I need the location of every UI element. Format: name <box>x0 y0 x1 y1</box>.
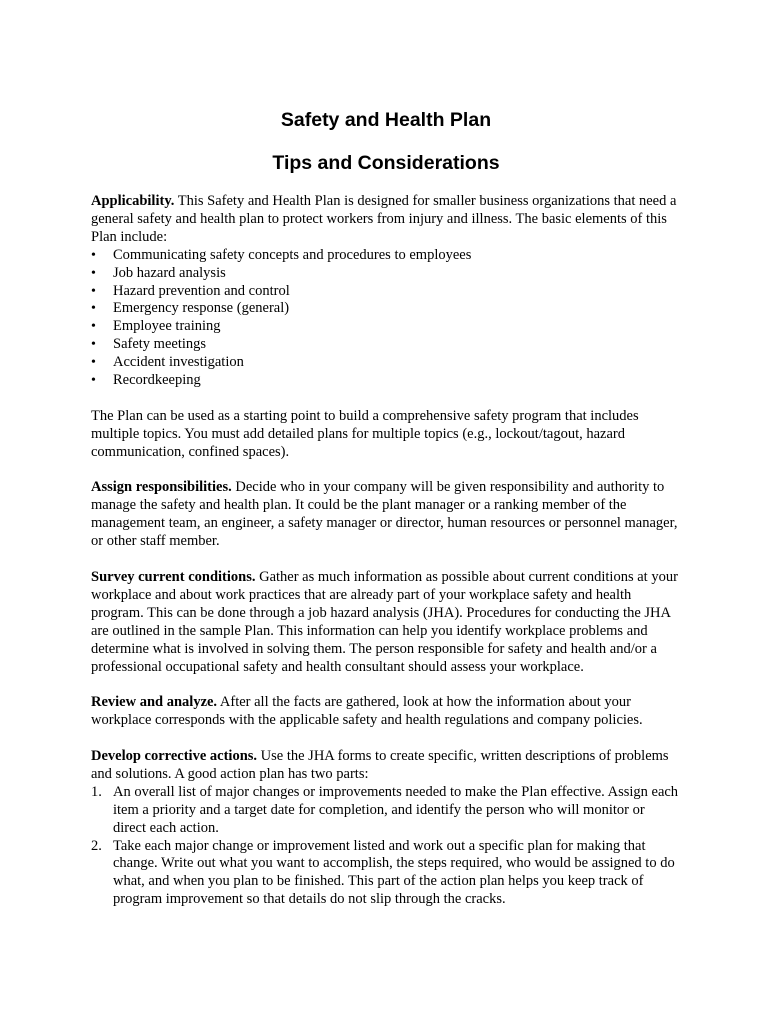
develop-text: Use the JHA forms to create specific, written descriptions of problems and solutions. A good action plan has two parts: <box>91 748 669 782</box>
survey-heading: Survey current conditions. <box>91 568 256 585</box>
list-item-text: Communicating safety concepts and procedures to employees <box>113 246 472 263</box>
applicability-heading: Applicability. <box>91 193 175 209</box>
review-analyze-paragraph <box>91 694 681 730</box>
list-item-text: An overall list of major changes or improvements needed to make the Plan effective. Assign each item a priority and a target date for completion, and identify the person who will monitor or direct each action. <box>113 783 679 836</box>
list-item-text: Safety meetings <box>113 336 207 353</box>
bullet-icon: • <box>91 373 96 389</box>
action-plan-list <box>91 784 681 909</box>
list-item <box>91 354 681 372</box>
bullet-icon: • <box>91 283 96 299</box>
list-item-text: Employee training <box>113 318 221 335</box>
list-item <box>91 300 681 318</box>
review-text: After all the facts are gathered, look at how the information about your workplace corresponds with the applicable safety and health regulations and company policies. <box>91 694 643 729</box>
bullet-icon: • <box>91 265 96 281</box>
list-item <box>91 265 681 283</box>
bullet-icon: • <box>91 355 96 371</box>
applicability-paragraph <box>91 193 681 247</box>
document-body <box>91 107 681 909</box>
list-item <box>91 838 681 910</box>
list-item <box>91 247 681 265</box>
bullet-icon: • <box>91 247 96 263</box>
list-item-text: Recordkeeping <box>113 372 201 389</box>
list-item <box>91 318 681 336</box>
list-item <box>91 283 681 301</box>
list-item-text: Hazard prevention and control <box>113 282 290 299</box>
document-subtitle: Tips and Considerations <box>272 152 500 174</box>
plan-elements-list <box>91 247 681 390</box>
list-number: 2. <box>91 837 102 854</box>
develop-heading: Develop corrective actions. <box>91 748 258 765</box>
assign-heading: Assign responsibilities. <box>91 479 232 496</box>
document-title: Safety and Health Plan <box>280 109 492 131</box>
applicability-text: This Safety and Health Plan is designed for smaller business organizations that need a general safety and health plan to protect workers from injury and illness. The basic elements of this Plan include: <box>91 193 677 245</box>
list-item <box>91 784 681 838</box>
list-item-text: Take each major change or improvement listed and work out a specific plan for making that change. Write out what you want to accomplish, the steps required, who would be assigned to do what, and when you plan to be finished. This part of the action plan helps you keep track of program improvement so that details do not slip through the cracks. <box>113 837 675 908</box>
assign-responsibilities-paragraph <box>91 479 681 551</box>
review-heading: Review and analyze. <box>91 694 218 711</box>
list-item-text: Accident investigation <box>113 354 244 371</box>
bullet-icon: • <box>91 337 96 353</box>
survey-conditions-paragraph <box>91 569 681 676</box>
list-item <box>91 336 681 354</box>
bullet-icon: • <box>91 301 96 317</box>
list-item <box>91 372 681 390</box>
list-item-text: Job hazard analysis <box>113 264 226 281</box>
assign-text: Decide who in your company will be given responsibility and authority to manage the safety and health plan. It could be the plant manager or a ranking member of the management team, an engineer, a safety manager or director, human resources or personnel manager, or other staff member. <box>91 479 678 550</box>
bullet-icon: • <box>91 319 96 335</box>
plan-paragraph: The Plan can be used as a starting point to build a comprehensive safety program that includes multiple topics. You must add detailed plans for multiple topics (e.g., lockout/tagout, hazard communication, confined spaces). <box>91 407 639 460</box>
corrective-actions-paragraph <box>91 748 681 784</box>
list-item-text: Emergency response (general) <box>113 300 290 317</box>
list-number: 1. <box>91 783 102 800</box>
survey-text: Gather as much information as possible about current conditions at your workplace and about work practices that are already part of your workplace safety and health program. This can be done through a job hazard analysis (JHA). Procedures for conducting the JHA are outlined in the sample Plan. This information can help you identify workplace problems and determine what is involved in solving them. The person responsible for safety and health and/or a professional occupational safety and health consultant should assess your workplace. <box>91 568 678 675</box>
